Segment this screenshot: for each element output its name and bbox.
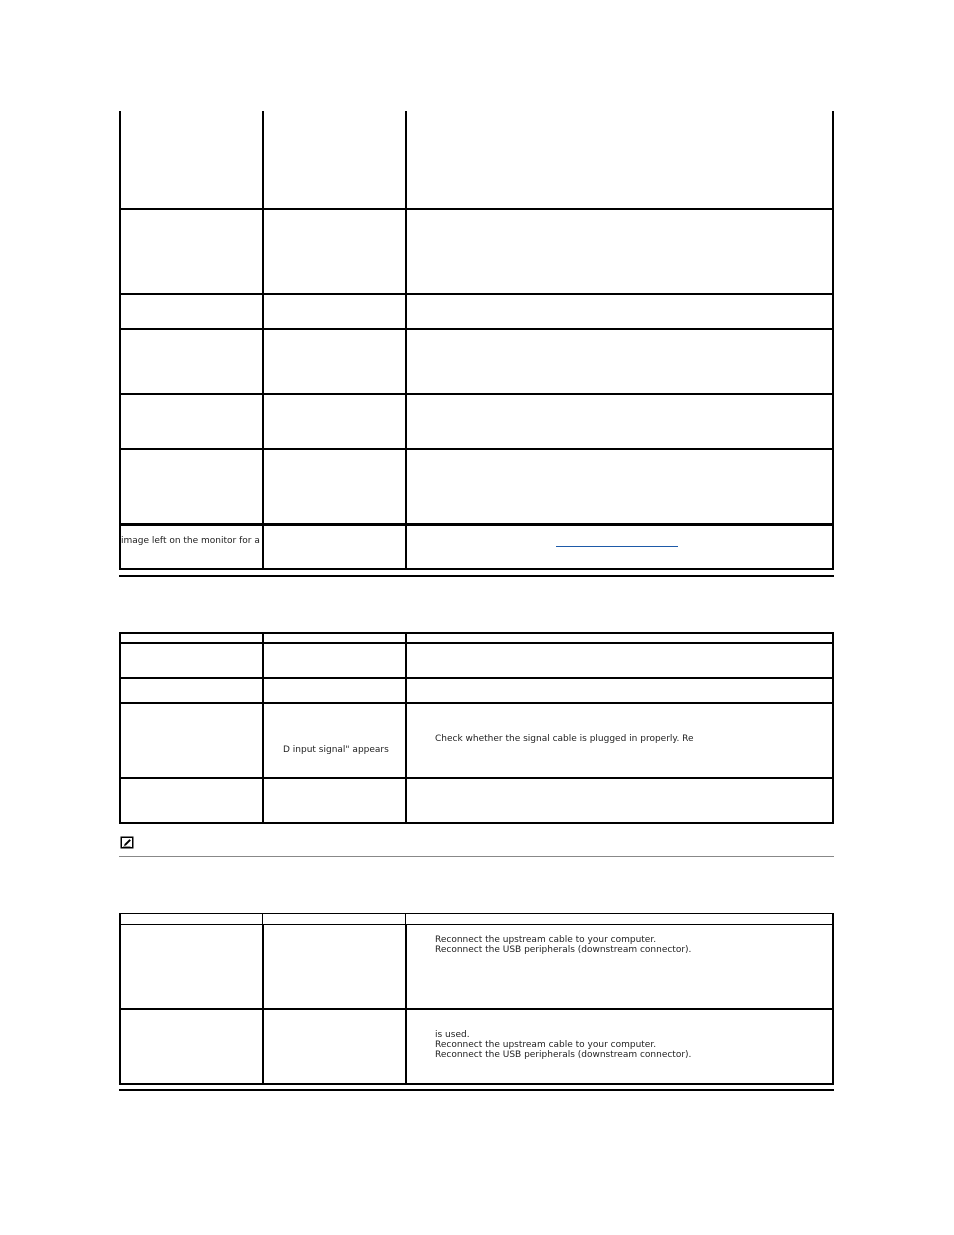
solution-cell [407,450,832,523]
problem-cell [121,925,264,1008]
solution-line: Reconnect the USB peripherals (downstream connector). [435,945,692,955]
solution-line: is used. [435,1030,470,1040]
header-cell [264,634,407,642]
table-header-row [121,632,832,644]
solution-cell [407,111,832,208]
solution-line: Reconnect the USB peripherals (downstream connector). [435,1050,692,1060]
usb-troubleshooting-table [119,913,834,1085]
problem-cell [121,644,264,677]
table-row [121,295,832,330]
problem-cell [121,779,264,822]
solution-cell [407,1010,832,1083]
solution-cell [407,925,832,1008]
solution-cell [407,210,832,293]
table-row [121,450,832,525]
header-cell [121,634,264,642]
symptom-cell [264,295,407,328]
symptom-cell [264,679,407,702]
solution-cell [407,395,832,448]
solution-text: Check whether the signal cable is plugged in properly. Re [435,734,694,744]
symptom-cell [264,450,407,523]
solution-cell [407,644,832,677]
table-row [121,779,832,824]
problem-cell [121,330,264,393]
table-row [121,925,832,1010]
table-row [121,644,832,679]
problem-text: image left on the monitor for a [121,536,260,546]
header-cell [264,914,406,924]
solution-cell [407,330,832,393]
troubleshooting-table-2 [119,632,834,824]
solution-line: Reconnect the upstream cable to your computer. [435,935,657,945]
table-row [121,525,832,570]
solution-link[interactable] [556,546,678,547]
solution-cell [407,704,832,777]
solution-cell [407,679,832,702]
symptom-cell [264,330,407,393]
symptom-cell [264,644,407,677]
symptom-cell [264,210,407,293]
problem-cell [121,295,264,328]
header-cell [407,914,832,924]
section-divider [119,575,834,577]
symptom-cell [264,925,407,1008]
problem-cell [121,704,264,777]
problem-cell [121,1010,264,1083]
problem-cell [121,111,264,208]
header-cell [121,914,263,924]
symptom-cell [264,111,407,208]
solution-cell [407,779,832,822]
problem-cell [121,210,264,293]
problem-cell [121,450,264,523]
problem-cell [121,395,264,448]
table-row [121,111,832,210]
table-row [121,704,832,779]
table-row [121,395,832,450]
solution-cell [407,526,832,568]
symptom-cell [264,395,407,448]
table-row [121,330,832,395]
table-row [121,210,832,295]
note-divider [119,856,834,857]
header-cell [407,634,832,642]
symptom-text: D input signal" appears [283,745,389,755]
problem-cell [121,679,264,702]
symptom-cell [264,526,407,568]
symptom-cell [264,779,407,822]
symptom-cell [264,1010,407,1083]
pencil-note-icon [120,836,134,849]
troubleshooting-table-continued [119,111,834,570]
solution-cell [407,295,832,328]
problem-cell [121,526,264,568]
symptom-cell [264,704,407,777]
section-divider [119,1089,834,1091]
table-row [121,1010,832,1085]
solution-line: Reconnect the upstream cable to your computer. [435,1040,657,1050]
table-header-row [121,913,832,925]
table-row [121,679,832,704]
